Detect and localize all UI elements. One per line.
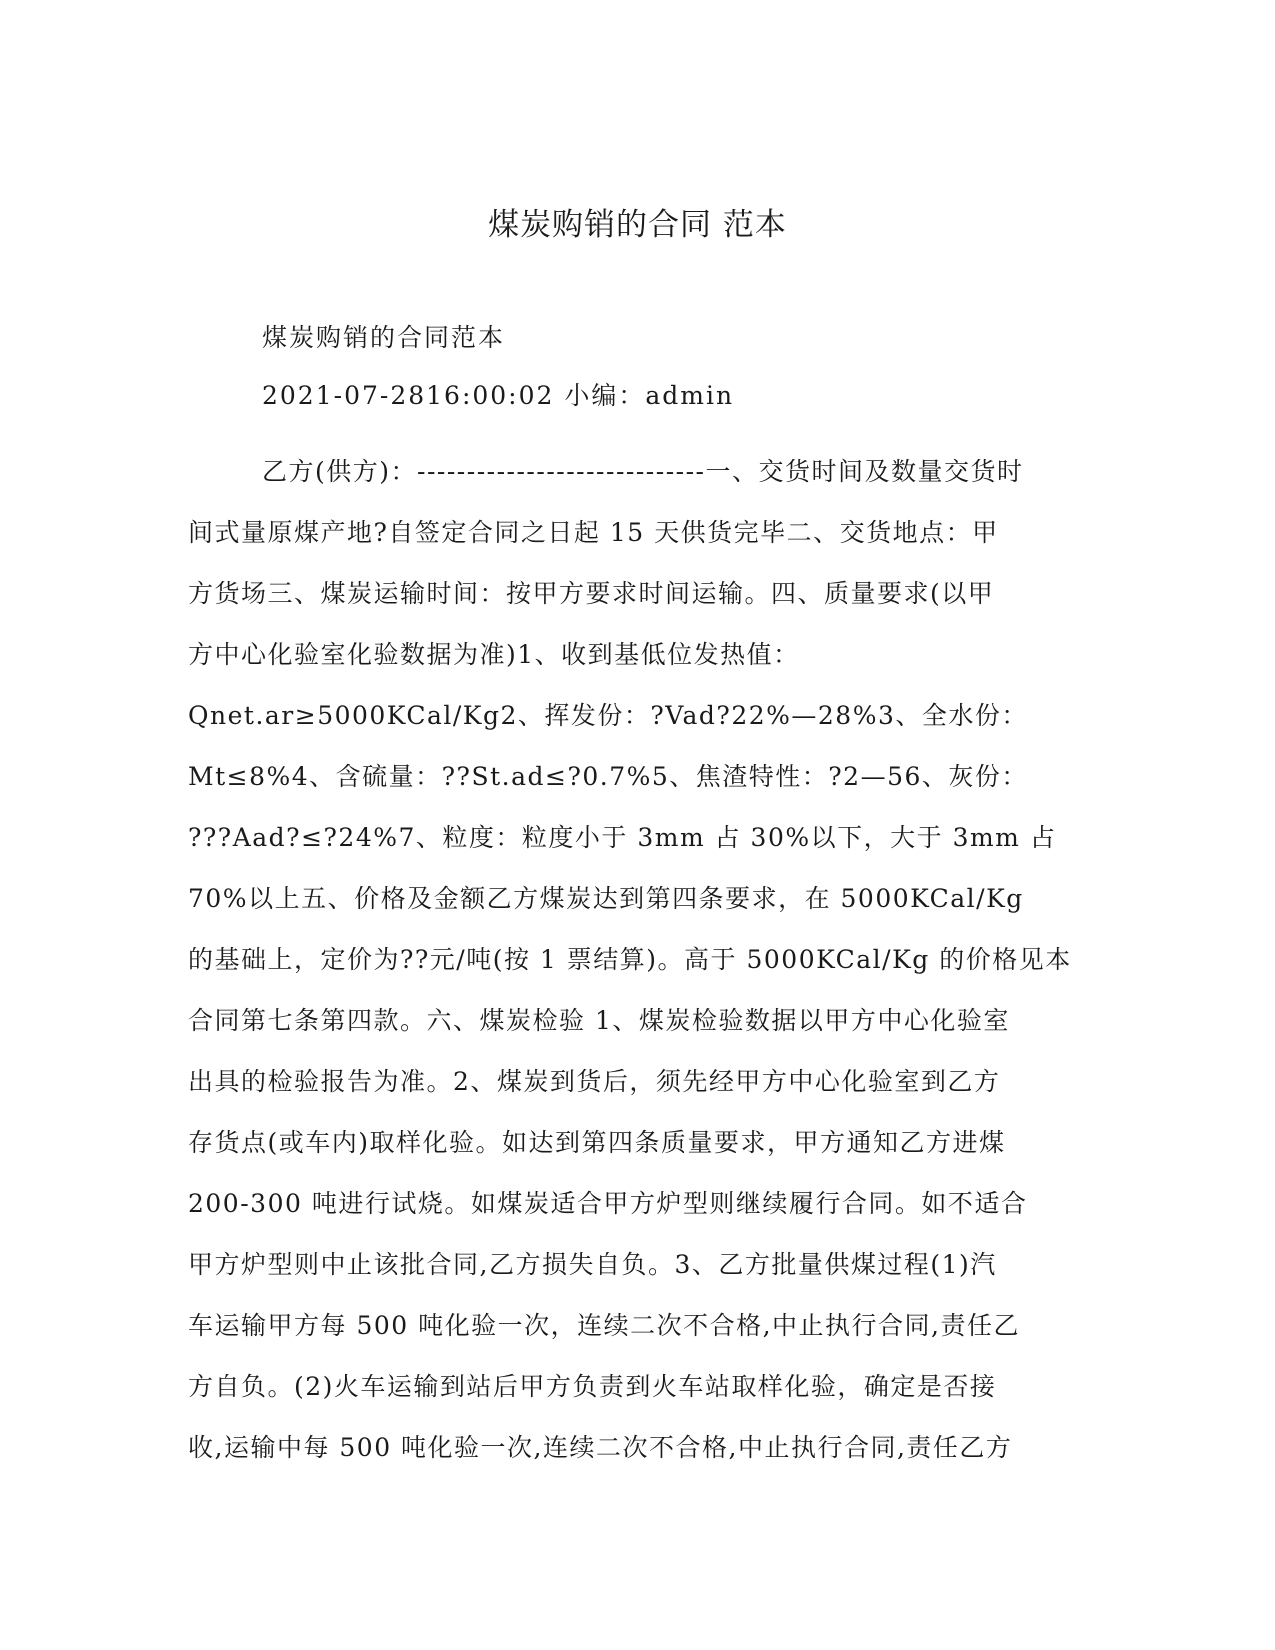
body-line: 甲方炉型则中止该批合同,乙方损失自负。3、乙方批量供煤过程(1)汽 xyxy=(188,1250,997,1279)
document-subtitle: 煤炭购销的合同范本 xyxy=(262,323,506,352)
body-line: 出具的检验报告为准。2、煤炭到货后，须先经甲方中心化验室到乙方 xyxy=(188,1067,1001,1096)
body-line: 70%以上五、价格及金额乙方煤炭达到第四条要求，在 5000KCal/Kg xyxy=(188,884,1024,913)
body-line: 200-300 吨进行试烧。如煤炭适合甲方炉型则继续履行合同。如不适合 xyxy=(188,1189,1028,1218)
body-line: 间式量原煤产地?自签定合同之日起 15 天供货完毕二、交货地点：甲 xyxy=(188,518,999,547)
body-line: Qnet.ar≥5000KCal/Kg2、挥发份：?Vad?22%—28%3、全水份： xyxy=(188,701,1028,730)
body-line: 的基础上，定价为??元/吨(按 1 票结算)。高于 5000KCal/Kg 的价格见本 xyxy=(188,945,1072,974)
body-line: 乙方(供方)：-----------------------------一、交货时间及数量交货时 xyxy=(262,457,1024,486)
body-line: 方货场三、煤炭运输时间：按甲方要求时间运输。四、质量要求(以甲 xyxy=(188,579,995,608)
date-author-line: 2021-07-2816:00:02 小编：admin xyxy=(262,381,735,410)
body-line: 合同第七条第四款。六、煤炭检验 1、煤炭检验数据以甲方中心化验室 xyxy=(188,1006,1010,1035)
body-line: ???Aad?≤?24%7、粒度：粒度小于 3mm 占 30%以下，大于 3mm 占 xyxy=(188,823,1057,852)
document-title: 煤炭购销的合同 范本 xyxy=(488,207,787,243)
body-line: 存货点(或车内)取样化验。如达到第四条质量要求，甲方通知乙方进煤 xyxy=(188,1128,1006,1157)
body-line: 收,运输中每 500 吨化验一次,连续二次不合格,中止执行合同,责任乙方 xyxy=(188,1433,1013,1462)
contract-body xyxy=(188,452,1086,1489)
body-line: 方自负。(2)火车运输到站后甲方负责到火车站取样化验，确定是否接 xyxy=(188,1372,997,1401)
body-line: 方中心化验室化验数据为准)1、收到基低位发热值： xyxy=(188,640,800,669)
body-line: 车运输甲方每 500 吨化验一次，连续二次不合格,中止执行合同,责任乙 xyxy=(188,1311,1021,1340)
body-line: Mt≤8%4、含硫量：??St.ad≤?0.7%5、焦渣特性：?2—56、灰份： xyxy=(188,762,1028,791)
